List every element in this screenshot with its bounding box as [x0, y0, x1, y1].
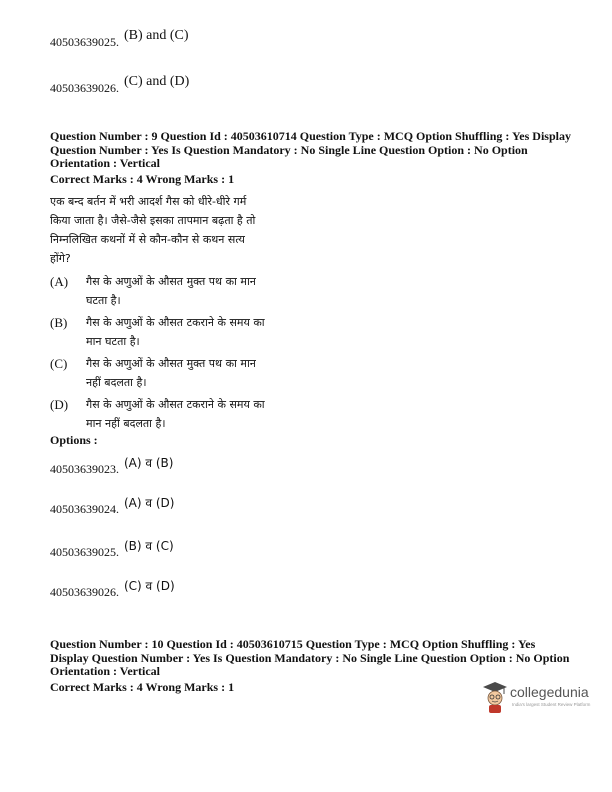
- statement-line: मान घटता है।: [86, 335, 140, 348]
- statement-line: गैस के अणुओं के औसत मुक्त पथ का मान: [86, 275, 256, 288]
- statement-line: घटता है।: [86, 294, 121, 307]
- statement-line: नहीं बदलता है।: [86, 376, 147, 389]
- meta-line: Orientation : Vertical: [50, 156, 160, 170]
- question-stem: [50, 192, 300, 268]
- meta-line: Question Number : 9 Question Id : 40503610714 Question Type : MCQ Option Shuffling : Yes Display: [50, 129, 571, 143]
- statement-label: (A): [50, 274, 69, 289]
- option-id: 40503639023.: [50, 462, 119, 476]
- option-value: (A) व (D): [124, 496, 175, 510]
- stem-line: एक बन्द बर्तन में भरी आदर्श गैस को धीरे-धीरे गर्म: [50, 195, 247, 208]
- meta-line: Display Question Number : Yes Is Question Mandatory : No Single Line Question Option : No Option: [50, 650, 570, 665]
- option-row: [50, 579, 175, 600]
- statement-line: गैस के अणुओं के औसत मुक्त पथ का मान: [86, 357, 256, 370]
- option-row: [50, 74, 190, 96]
- collegedunia-logo: [482, 680, 592, 716]
- option-id: 40503639025.: [50, 35, 119, 49]
- stem-line: निम्नलिखित कथनों में से कौन-कौन से कथन सत्य: [50, 233, 245, 246]
- marks-line: Correct Marks : 4 Wrong Marks : 1: [50, 679, 235, 694]
- options-label: Options :: [50, 433, 98, 447]
- statement-line: मान नहीं बदलता है।: [86, 417, 166, 430]
- option-id: 40503639026.: [50, 585, 119, 599]
- question-9-meta: [50, 130, 580, 186]
- stem-line: किया जाता है। जैसे-जैसे इसका तापमान बढ़ता है तो: [50, 214, 256, 227]
- meta-line: Orientation : Vertical: [50, 664, 160, 678]
- logo-tagline: India's largest Student Review Platform: [512, 702, 591, 707]
- option-id: 40503639024.: [50, 502, 119, 516]
- option-row: [50, 539, 174, 560]
- option-row: [50, 496, 175, 517]
- meta-line: Question Number : 10 Question Id : 40503610715 Question Type : MCQ Option Shuffling : Yes: [50, 637, 536, 651]
- option-row: [50, 28, 189, 50]
- statement-line: गैस के अणुओं के औसत टकराने के समय का: [86, 316, 265, 329]
- meta-line: Question Number : Yes Is Question Mandatory : No Single Line Question Option : No Option: [50, 142, 528, 157]
- option-id: 40503639025.: [50, 545, 119, 559]
- logo-name: collegedunia: [510, 684, 589, 700]
- statement-label: (C): [50, 356, 68, 371]
- option-row: [50, 456, 174, 477]
- option-value: (B) and (C): [124, 28, 189, 43]
- option-value: (B) व (C): [124, 539, 174, 553]
- statement-line: गैस के अणुओं के औसत टकराने के समय का: [86, 398, 265, 411]
- statement-label: (D): [50, 397, 69, 412]
- option-id: 40503639026.: [50, 81, 119, 95]
- statement-label: (B): [50, 315, 68, 330]
- student-mascot-icon: [482, 680, 508, 714]
- option-value: (A) व (B): [124, 456, 174, 470]
- option-value: (C) and (D): [124, 74, 190, 89]
- option-value: (C) व (D): [124, 579, 175, 593]
- stem-line: होंगे?: [50, 252, 71, 265]
- marks-line: Correct Marks : 4 Wrong Marks : 1: [50, 171, 235, 186]
